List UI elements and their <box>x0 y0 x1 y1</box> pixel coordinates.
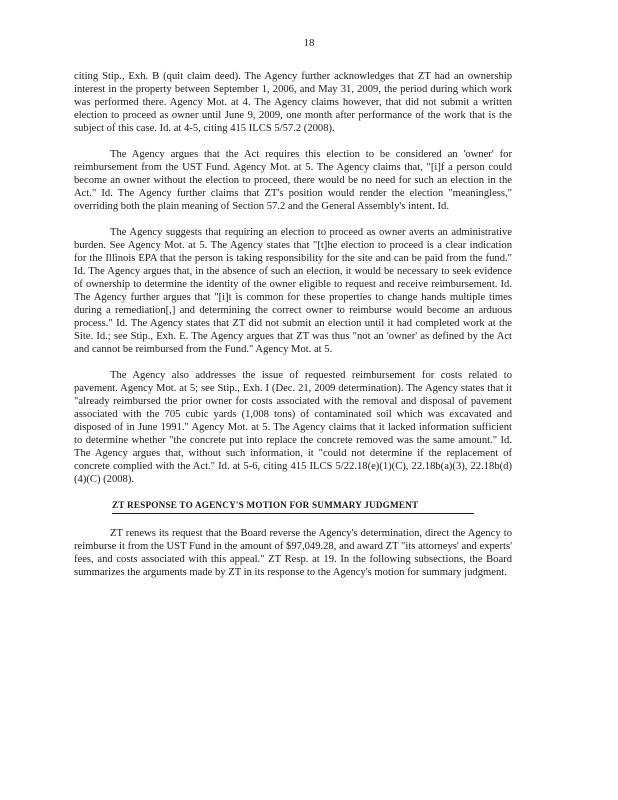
section-heading-text: ZT RESPONSE TO AGENCY'S MOTION FOR SUMMARY JUDGMENT <box>112 499 474 514</box>
section-heading <box>74 499 512 514</box>
paragraph-owner-election: The Agency argues that the Act requires this election to be considered an 'owner' for reimbursement from the UST Fund. Agency Mot. at 5. The Agency claims that, "[i]f a person could become an owner without the election to proceed, there would be no need for such an election in the Act." Id. The Agency further claims that ZT's position would render the election "meaningless," overriding both the plain meaning of Section 57.2 and the General Assembly's intent. Id. <box>74 149 512 212</box>
paragraph-pavement-reimbursement: The Agency also addresses the issue of requested reimbursement for costs related to pavement. Agency Mot. at 5; see Stip., Exh. I (Dec. 21, 2009 determination). The Agency states that it "already reimbursed the prior owner for costs associated with the removal and disposal of pavement associated with the 705 cubic yards (1,008 tons) of contaminated soil which was excavated and disposed of in June 1991." Agency Mot. at 5. The Agency claims that it lacked information sufficient to determine whether "the concrete put into replace the concrete removed was the same amount." Id. The Agency argues that, without such information, it "could not determine if the replacement of concrete complied with the Act." Id. at 5-6, citing 415 ILCS 5/22.18(e)(1)(C), 22.18b(a)(3), 22.18b(d)(4)(C) (2008). <box>74 370 512 485</box>
paragraph-continuation: citing Stip., Exh. B (quit claim deed). The Agency further acknowledges that ZT had an ownership interest in the property between September 1, 2006, and May 31, 2009, the period during which work was performed there. Agency Mot. at 4. The Agency claims however, that did not submit a written election to proceed as owner until June 9, 2009, one month after performance of the work that is the subject of this case. Id. at 4-5, citing 415 ILCS 5/57.2 (2008). <box>74 71 512 134</box>
body-text <box>74 70 512 592</box>
paragraph-administrative-burden: The Agency suggests that requiring an election to proceed as owner averts an administrative burden. See Agency Mot. at 5. The Agency states that "[t]he election to proceed is a clear indication for the Illinois EPA that the person is taking responsibility for the site and can be paid from the fund." Id. The Agency argues that, in the absence of such an election, it would be necessary to seek evidence of ownership to determine the identity of the owner eligible to request and receive reimbursement. Id. The Agency further argues that "[i]t is common for these properties to change hands multiple times during a remediation[,] and determining the correct owner to reimburse would become an arduous process." Id. The Agency states that ZT did not submit an election until it had completed work at the Site. Id.; see Stip., Exh. E. The Agency argues that ZT was thus "not an 'owner' as defined by the Act and cannot be reimbursed from the Fund." Agency Mot. at 5. <box>74 227 512 355</box>
page-number: 18 <box>303 37 315 49</box>
paragraph-zt-request: ZT renews its request that the Board reverse the Agency's determination, direct the Agency to reimburse it from the UST Fund in the amount of $97,049.28, and award ZT "its attorneys' and experts' fees, and costs associated with this appeal." ZT Resp. at 19. In the following subsections, the Board summarizes the arguments made by ZT in its response to the Agency's motion for summary judgment. <box>74 528 512 578</box>
